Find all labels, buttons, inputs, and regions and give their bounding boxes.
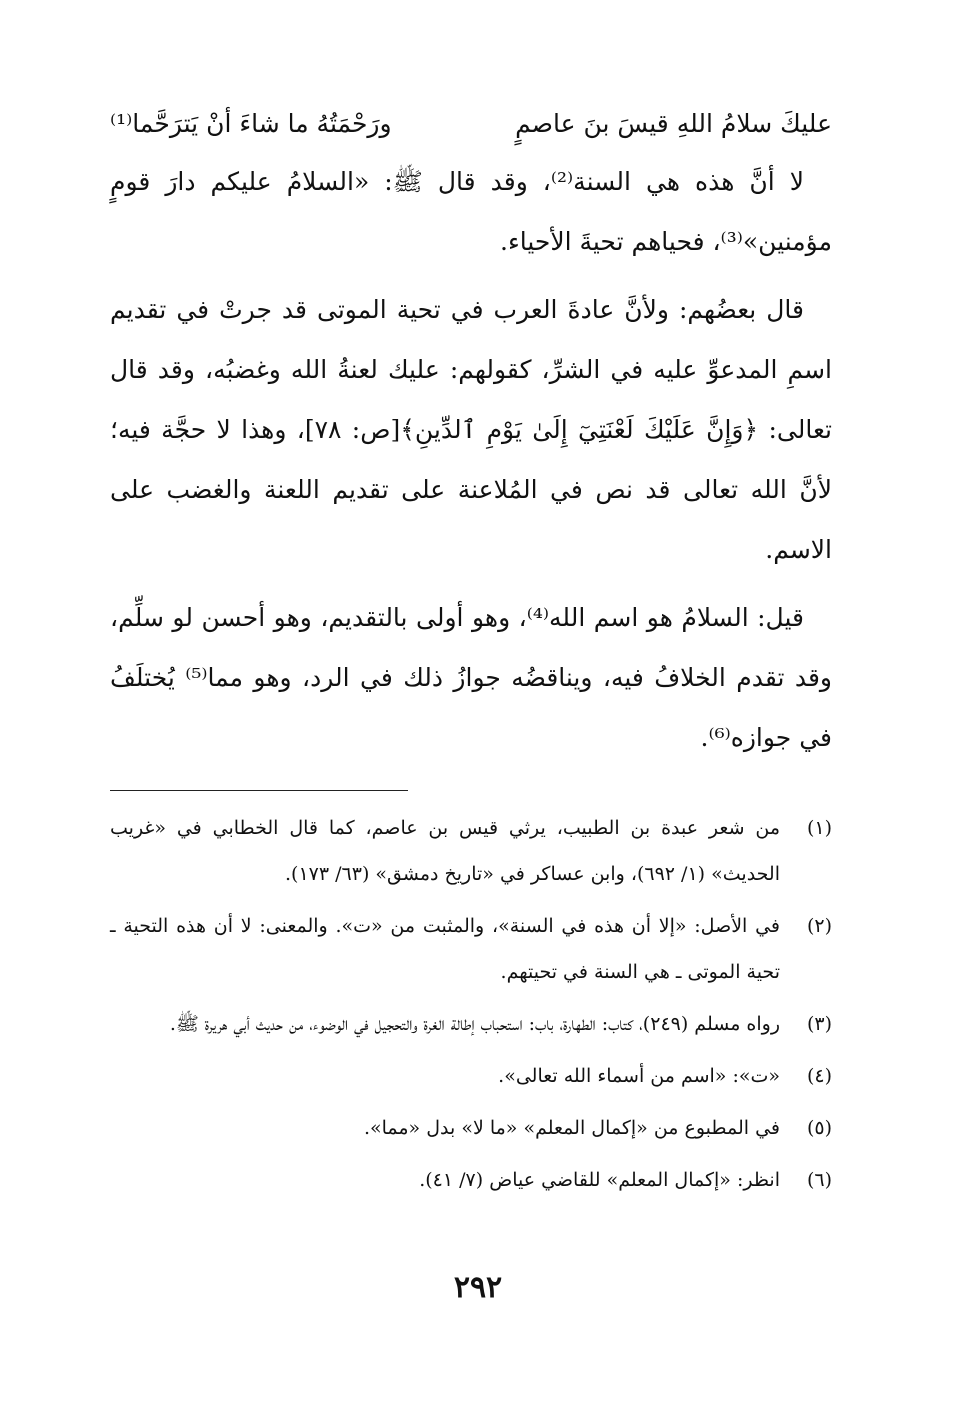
poem-verse xyxy=(110,96,832,152)
footnote xyxy=(110,805,832,897)
footnote-number: (٣) xyxy=(806,1013,832,1035)
paragraph: قال بعضُهم: ولأنَّ عادةَ العرب في تحية الموتى قد جرتْ في تقديم اسمِ المدعوِّ عليه في الشرِّ، كقولهم: عليك لعنةُ الله وغضبُه، وقد قال تعالى: ﴿وَإِنَّ عَلَيْكَ لَعْنَتِيٓ إِلَىٰ يَوْمِ ٱلدِّينِ﴾[ص: ٧٨]، وهذا لا حجَّة فيه؛ لأنَّ الله تعالى قد نص في المُلاعنة على تقديم اللعنة والغضب على الاسم. xyxy=(110,295,832,564)
footnote-number: (٢) xyxy=(806,915,832,937)
verse-left-hemistich: ورَحْمَتُهُ ما شاءَ أنْ يَترَحَّما⁽¹⁾ xyxy=(110,109,392,138)
footnote-number: (١) xyxy=(806,817,832,839)
footnote-number: (٦) xyxy=(806,1169,832,1191)
footnote xyxy=(110,903,832,995)
footnote xyxy=(110,1105,832,1151)
footnote xyxy=(110,1053,832,1099)
footnote-number: (٥) xyxy=(806,1117,832,1139)
footnotes xyxy=(110,805,832,1203)
footnote-divider xyxy=(110,790,408,791)
paragraph: قيل: السلامُ هو اسم الله⁽⁴⁾، وهو أولى بالتقديم، وهو أحسن لو سلِّم، وقد تقدم الخلافُ فيه، ويناقضُه جوازُ ذلك في الرد، وهو مما⁽⁵⁾ يُختلَفُ في جوازه⁽⁶⁾. xyxy=(110,603,832,752)
verse-right-hemistich: عليكَ سلامُ اللهِ قيسَ بنَ عاصمٍ xyxy=(515,109,832,138)
page-body xyxy=(110,96,832,1209)
footnote-text: في المطبوع من «إكمال المعلم» «ما لا» بدل «مما». xyxy=(363,1117,780,1139)
paragraph: لا أنَّ هذه هي السنة⁽²⁾، وقد قال ﷺ: «السلامُ عليكم دارَ قومٍ مؤمنين»⁽³⁾، فحياهم تحيةَ الأحياء. xyxy=(110,167,832,256)
footnote-text: رواه مسلم (٢٤٩)، كتاب: الطهارة، باب: استحباب إطالة الغرة والتحجيل في الوضوء، من حديث أبي هريرة ﷺ. xyxy=(169,1013,780,1035)
footnote-number: (٤) xyxy=(806,1065,832,1087)
page-number: ٢٩٢ xyxy=(453,1270,503,1305)
footnote-text: من شعر عبدة بن الطبيب، يرثي قيس بن عاصم، كما قال الخطابي في «غريب الحديث» (١/ ٦٩٢)، وابن عساكر في «تاريخ دمشق» (٦٣/ ١٧٣). xyxy=(110,817,780,885)
footnote xyxy=(110,1157,832,1203)
footnote-text: في الأصل: «إلا أن هذه في السنة»، والمثبت من «ت». والمعنى: لا أن هذه التحية ـ تحية الموتى ـ هي السنة في تحيتهم. xyxy=(110,915,780,983)
footnote-text: انظر: «إكمال المعلم» للقاضي عياض (٧/ ٤١). xyxy=(419,1169,780,1191)
footnote-text: «ت»: «اسم من أسماء الله تعالى». xyxy=(498,1065,780,1087)
footnote xyxy=(110,1001,832,1047)
